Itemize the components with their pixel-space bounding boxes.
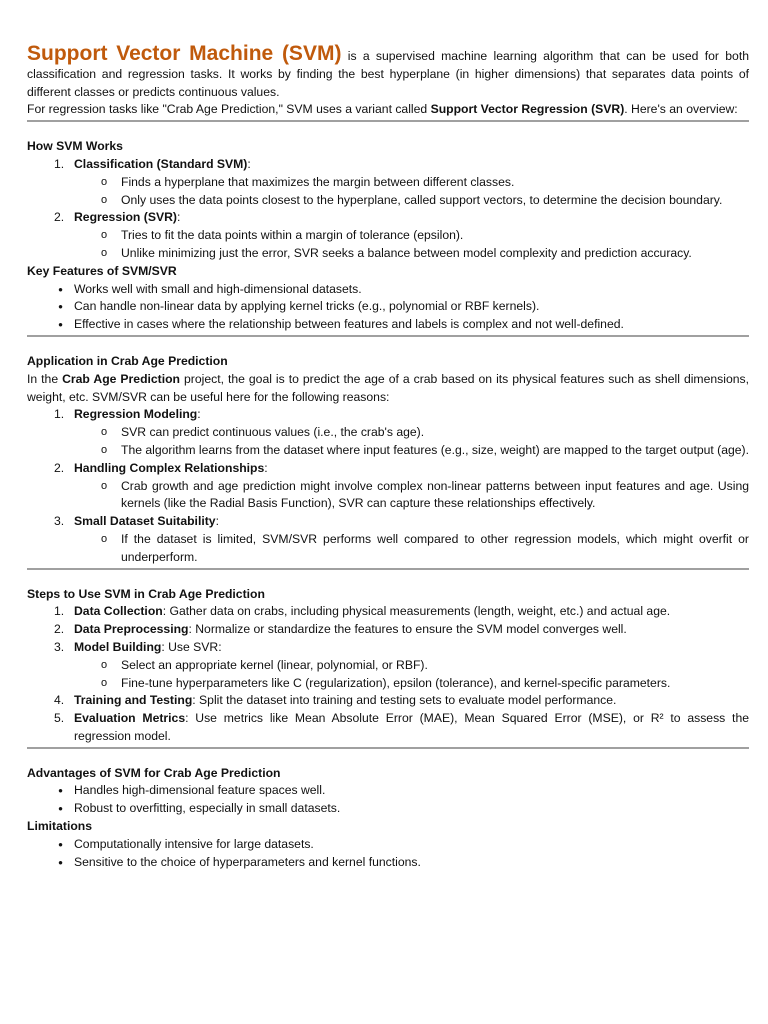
bullet-marker: • [58,783,63,799]
advantages-section [27,765,749,818]
intro-line2-c: . Here's an overview: [624,102,738,117]
features-list [27,281,749,334]
sub-item-text: Fine-tune hyperparameters like C (regularization), epsilon (tolerance), and kernel-specific parameters. [121,675,671,690]
item-number: 3. [54,639,65,654]
bullet-marker: • [58,281,63,297]
item-number: 1. [54,407,65,422]
sub-bullet-marker: o [101,658,108,671]
how-list [27,156,749,263]
item-text [74,406,749,424]
item-label: Regression (SVR) [74,210,177,225]
bullet-text: Can handle non-linear data by applying kernel tricks (e.g., polynomial or RBF kernels). [74,299,540,314]
item-description: : Use metrics like Mean Absolute Error (MAE), Mean Squared Error (MSE), or R² to assess the regression model. [74,711,749,743]
sub-item [101,531,749,567]
item-text [74,209,749,227]
item-label: Handling Complex Relationships [74,460,265,475]
item-label: Data Preprocessing [74,622,189,637]
spacer [27,337,749,353]
item-text [74,710,749,746]
item-label: Training and Testing [74,693,193,708]
application-intro-c: project, the goal is to predict the age of a crab based on its physical features such as shell dimensions, weight, etc. SVM/SVR can be useful here for the following reasons: [27,371,749,404]
sub-item-text: Finds a hyperplane that maximizes the margin between different classes. [121,174,515,189]
item-number: 5. [54,711,65,726]
bullet-text: Effective in cases where the relationship between features and labels is complex and not well-defined. [74,317,624,332]
item-label: Model Building [74,639,162,654]
sub-bullet-marker: o [101,246,108,259]
bullet-marker: • [58,801,63,817]
steps-heading: Steps to Use SVM in Crab Age Prediction [27,586,265,601]
item-text [74,603,749,621]
how-section [27,138,749,263]
steps-section [27,586,749,746]
document-body [27,42,749,871]
item-label: Regression Modeling [74,407,198,422]
advantages-list [27,782,749,818]
steps-list [27,603,749,745]
intro-paragraph-2 [27,101,749,119]
item-description: : Gather data on crabs, including physical measurements (length, weight, etc.) and actual age. [162,604,671,619]
features-heading: Key Features of SVM/SVR [27,263,177,278]
item-text [74,639,749,657]
bullet-marker: • [58,317,63,333]
item-text [74,460,749,478]
numbered-item [54,209,749,227]
item-label: Small Dataset Suitability [74,514,216,529]
sub-bullet-marker: o [101,229,108,242]
how-heading: How SVM Works [27,139,123,154]
bullet-text: Works well with small and high-dimensional datasets. [74,281,362,296]
application-list [27,406,749,566]
numbered-item [54,692,749,710]
item-suffix: : [176,210,181,225]
bullet-text: Robust to overfitting, especially in small datasets. [74,801,341,816]
sub-item-text: SVR can predict continuous values (i.e., the crab's age). [121,425,425,440]
item-label: Classification (Standard SVM) [74,156,248,171]
intro-line2-a: For regression tasks like "Crab Age Prediction," SVM uses a variant called [27,102,431,117]
bullet-text: Sensitive to the choice of hyperparameters and kernel functions. [74,854,421,869]
item-text [74,513,749,531]
sub-item-text: The algorithm learns from the dataset where input features (e.g., size, weight) are mapped to the target output (age). [121,442,749,457]
spacer [27,122,749,138]
sub-item-text: Unlike minimizing just the error, SVR seeks a balance between model complexity and prediction accuracy. [121,245,692,260]
bullet-item [47,298,749,316]
intro-paragraph [27,42,749,101]
sub-bullet-marker: o [101,426,108,439]
bullet-marker: • [58,854,63,870]
bullet-item [47,782,749,800]
item-number: 2. [54,460,65,475]
sub-bullet-marker: o [101,175,108,188]
limitations-section [27,818,749,871]
bullet-marker: • [58,299,63,315]
bullet-item [47,836,749,854]
intro-line2-b: Support Vector Regression (SVR) [430,102,625,117]
sub-item-text: If the dataset is limited, SVM/SVR performs well compared to other regression models, which might overfit or underperform. [121,531,749,564]
item-suffix: : [197,407,201,422]
numbered-item [54,156,749,174]
item-description: : Split the dataset into training and testing sets to evaluate model performance. [192,693,617,708]
item-suffix: : [264,460,268,475]
application-intro-a: In the [27,371,63,386]
numbered-item [54,603,749,621]
sub-item [101,245,749,263]
bullet-item [47,316,749,334]
item-label: Evaluation Metrics [74,711,186,726]
sub-item-text: Select an appropriate kernel (linear, polynomial, or RBF). [121,657,428,672]
numbered-item [54,406,749,424]
limitations-heading: Limitations [27,819,93,834]
sub-item-text: Crab growth and age prediction might involve complex non-linear patterns between input features and age. Using kernels (like the Radial Basis Function), SVR can capture these relationships effectively. [121,478,749,511]
numbered-item [54,513,749,531]
document-title: Support Vector Machine (SVM) [27,42,342,65]
sub-item [101,192,749,210]
item-description: : Use SVR: [161,639,222,654]
sub-bullet-marker: o [101,193,108,206]
item-label: Data Collection [74,604,163,619]
sub-item [101,657,749,675]
bullet-item [47,800,749,818]
application-section [27,353,749,567]
sub-item [101,675,749,693]
item-number: 1. [54,156,65,171]
numbered-item [54,639,749,657]
sub-item-text: Tries to fit the data points within a margin of tolerance (epsilon). [121,228,464,243]
item-suffix: : [215,514,219,529]
numbered-item [54,710,749,746]
item-suffix: : [247,156,251,171]
bullet-text: Handles high-dimensional feature spaces well. [74,783,326,798]
sub-item-text: Only uses the data points closest to the hyperplane, called support vectors, to determine the decision boundary. [121,192,723,207]
item-number: 3. [54,514,65,529]
sub-bullet-marker: o [101,532,108,545]
sub-bullet-marker: o [101,443,108,456]
application-intro-b: Crab Age Prediction [62,371,181,386]
item-text [74,156,749,174]
sub-bullet-marker: o [101,676,108,689]
spacer [27,570,749,586]
application-intro [27,371,749,407]
bullet-item [47,281,749,299]
sub-item [101,478,749,514]
intro-text: is a supervised machine learning algorithm that can be used for both classification and regression tasks. It works by finding the best hyperplane (in higher dimensions) that separates data points of different classes or predicts continuous values. [27,49,749,99]
item-text [74,692,749,710]
numbered-item [54,621,749,639]
sub-item [101,442,749,460]
item-text [74,621,749,639]
advantages-heading: Advantages of SVM for Crab Age Prediction [27,765,281,780]
sub-item [101,174,749,192]
item-number: 1. [54,604,65,619]
sub-item [101,424,749,442]
bullet-text: Computationally intensive for large datasets. [74,836,314,851]
sub-item [101,227,749,245]
features-section [27,263,749,334]
item-description: : Normalize or standardize the features to ensure the SVM model converges well. [188,622,627,637]
limitations-list [27,836,749,872]
spacer [27,749,749,765]
sub-bullet-marker: o [101,479,108,492]
bullet-marker: • [58,836,63,852]
item-number: 2. [54,210,65,225]
application-heading: Application in Crab Age Prediction [27,353,228,368]
item-number: 2. [54,622,65,637]
item-number: 4. [54,693,65,708]
bullet-item [47,854,749,872]
numbered-item [54,460,749,478]
